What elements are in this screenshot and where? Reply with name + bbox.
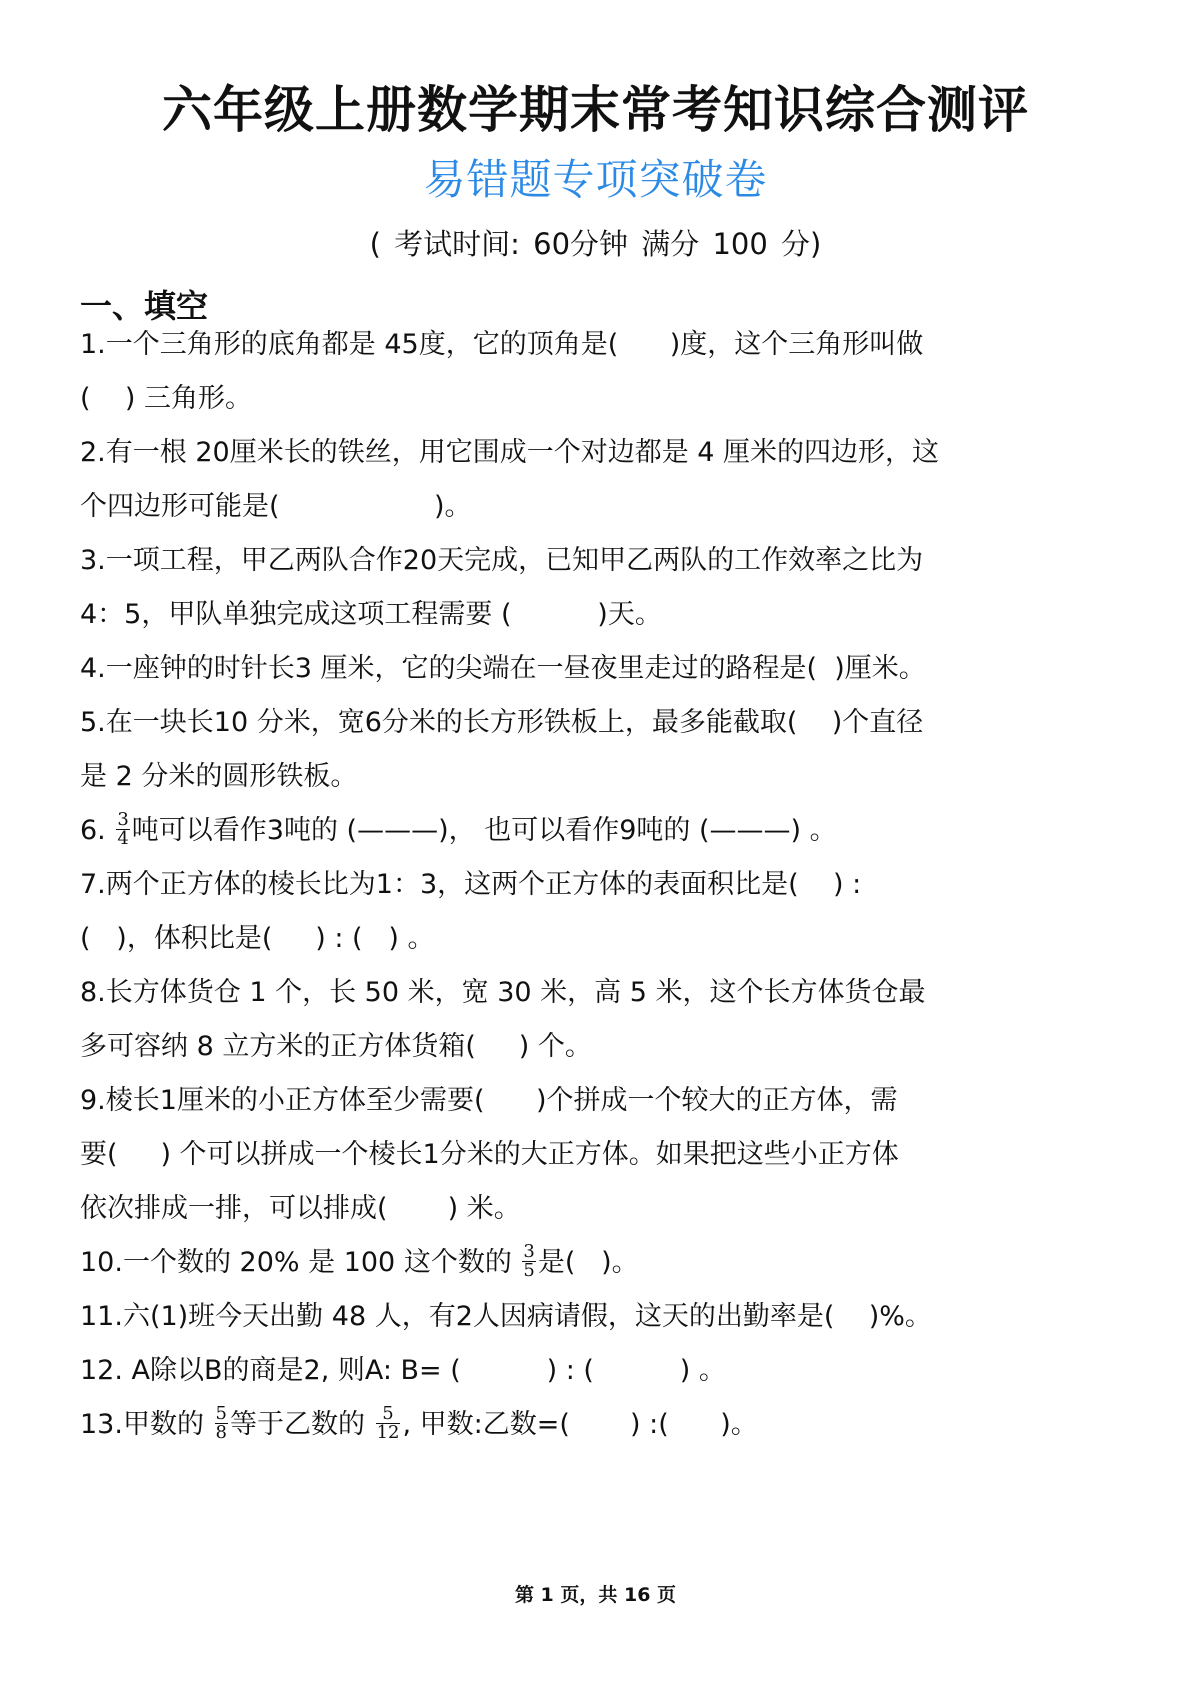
- question-2-line-1: 2.有一根 20厘米长的铁丝，用它围成一个对边都是 4 厘米的四边形，这: [80, 437, 940, 468]
- question-1-line-1: 1.一个三角形的底角都是 45度，它的顶角是( )度，这个三角形叫做: [80, 329, 924, 360]
- section-heading-fill-in: 一、填空: [80, 287, 209, 325]
- question-10: [80, 1243, 639, 1283]
- fraction-3-5: [522, 1243, 535, 1280]
- question-2-line-2: 个四边形可能是( )。: [80, 491, 472, 522]
- question-8-line-2: 多可容纳 8 立方米的正方体货箱( ) 个。: [80, 1031, 592, 1062]
- question-5-line-2: 是 2 分米的圆形铁板。: [80, 761, 358, 792]
- question-3-line-2: 4：5，甲队单独完成这项工程需要 ( )天。: [80, 599, 662, 630]
- question-5-line-1: 5.在一块长10 分米，宽6分米的长方形铁板上，最多能截取( )个直径: [80, 707, 924, 738]
- question-6: [80, 811, 837, 851]
- question-13-middle: 等于乙数的: [229, 1409, 374, 1440]
- question-12: 12. A除以B的商是2, 则A: B= ( ) : ( ) 。: [80, 1355, 726, 1386]
- fraction-numerator: 3: [523, 1241, 535, 1262]
- page-title: 六年级上册数学期末常考知识综合测评: [162, 81, 1029, 139]
- question-13: [80, 1405, 758, 1445]
- question-13-suffix: , 甲数:乙数=( ) :( )。: [402, 1409, 758, 1440]
- fraction-5-12: [376, 1405, 401, 1442]
- fraction-denominator: 8: [215, 1422, 227, 1443]
- question-9-line-1: 9.棱长1厘米的小正方体至少需要( )个拼成一个较大的正方体，需: [80, 1085, 898, 1116]
- question-6-suffix: 吨可以看作3吨的 (———)， 也可以看作9吨的 (———) 。: [131, 815, 837, 846]
- page-number-footer: 第 1 页，共 16 页: [514, 1584, 677, 1606]
- question-11: 11.六(1)班今天出勤 48 人，有2人因病请假，这天的出勤率是( )%。: [80, 1301, 932, 1332]
- question-4: 4.一座钟的时针长3 厘米，它的尖端在一昼夜里走过的路程是( )厘米。: [80, 653, 926, 684]
- question-1-line-2: ( ) 三角形。: [80, 383, 252, 414]
- page-subtitle: 易错题专项突破卷: [423, 155, 768, 204]
- question-10-prefix: 10.一个数的 20% 是 100 这个数的: [80, 1247, 521, 1278]
- question-7-line-2: ( )，体积比是( ) : ( ) 。: [80, 923, 435, 954]
- question-13-prefix: 13.甲数的: [80, 1409, 213, 1440]
- question-6-prefix: 6.: [80, 815, 115, 846]
- exam-info: ( 考试时间: 60分钟 满分 100 分): [369, 227, 822, 261]
- fraction-3-4: [116, 811, 129, 848]
- fraction-numerator: 5: [215, 1403, 227, 1424]
- question-7-line-1: 7.两个正方体的棱长比为1：3，这两个正方体的表面积比是( ) :: [80, 869, 862, 900]
- fraction-denominator: 4: [117, 828, 129, 849]
- fraction-denominator: 5: [523, 1260, 535, 1281]
- fraction-5-8: [215, 1405, 228, 1442]
- fraction-numerator: 5: [376, 1405, 401, 1424]
- question-8-line-1: 8.长方体货仓 1 个，长 50 米，宽 30 米，高 5 米，这个长方体货仓最: [80, 977, 926, 1008]
- fraction-denominator: 12: [376, 1422, 400, 1443]
- question-3-line-1: 3.一项工程，甲乙两队合作20天完成，已知甲乙两队的工作效率之比为: [80, 545, 924, 576]
- question-10-suffix: 是( )。: [537, 1247, 639, 1278]
- question-9-line-2: 要( ) 个可以拼成一个棱长1分米的大正方体。如果把这些小正方体: [80, 1139, 899, 1170]
- fraction-numerator: 3: [117, 809, 129, 830]
- question-9-line-3: 依次排成一排，可以排成( ) 米。: [80, 1193, 521, 1224]
